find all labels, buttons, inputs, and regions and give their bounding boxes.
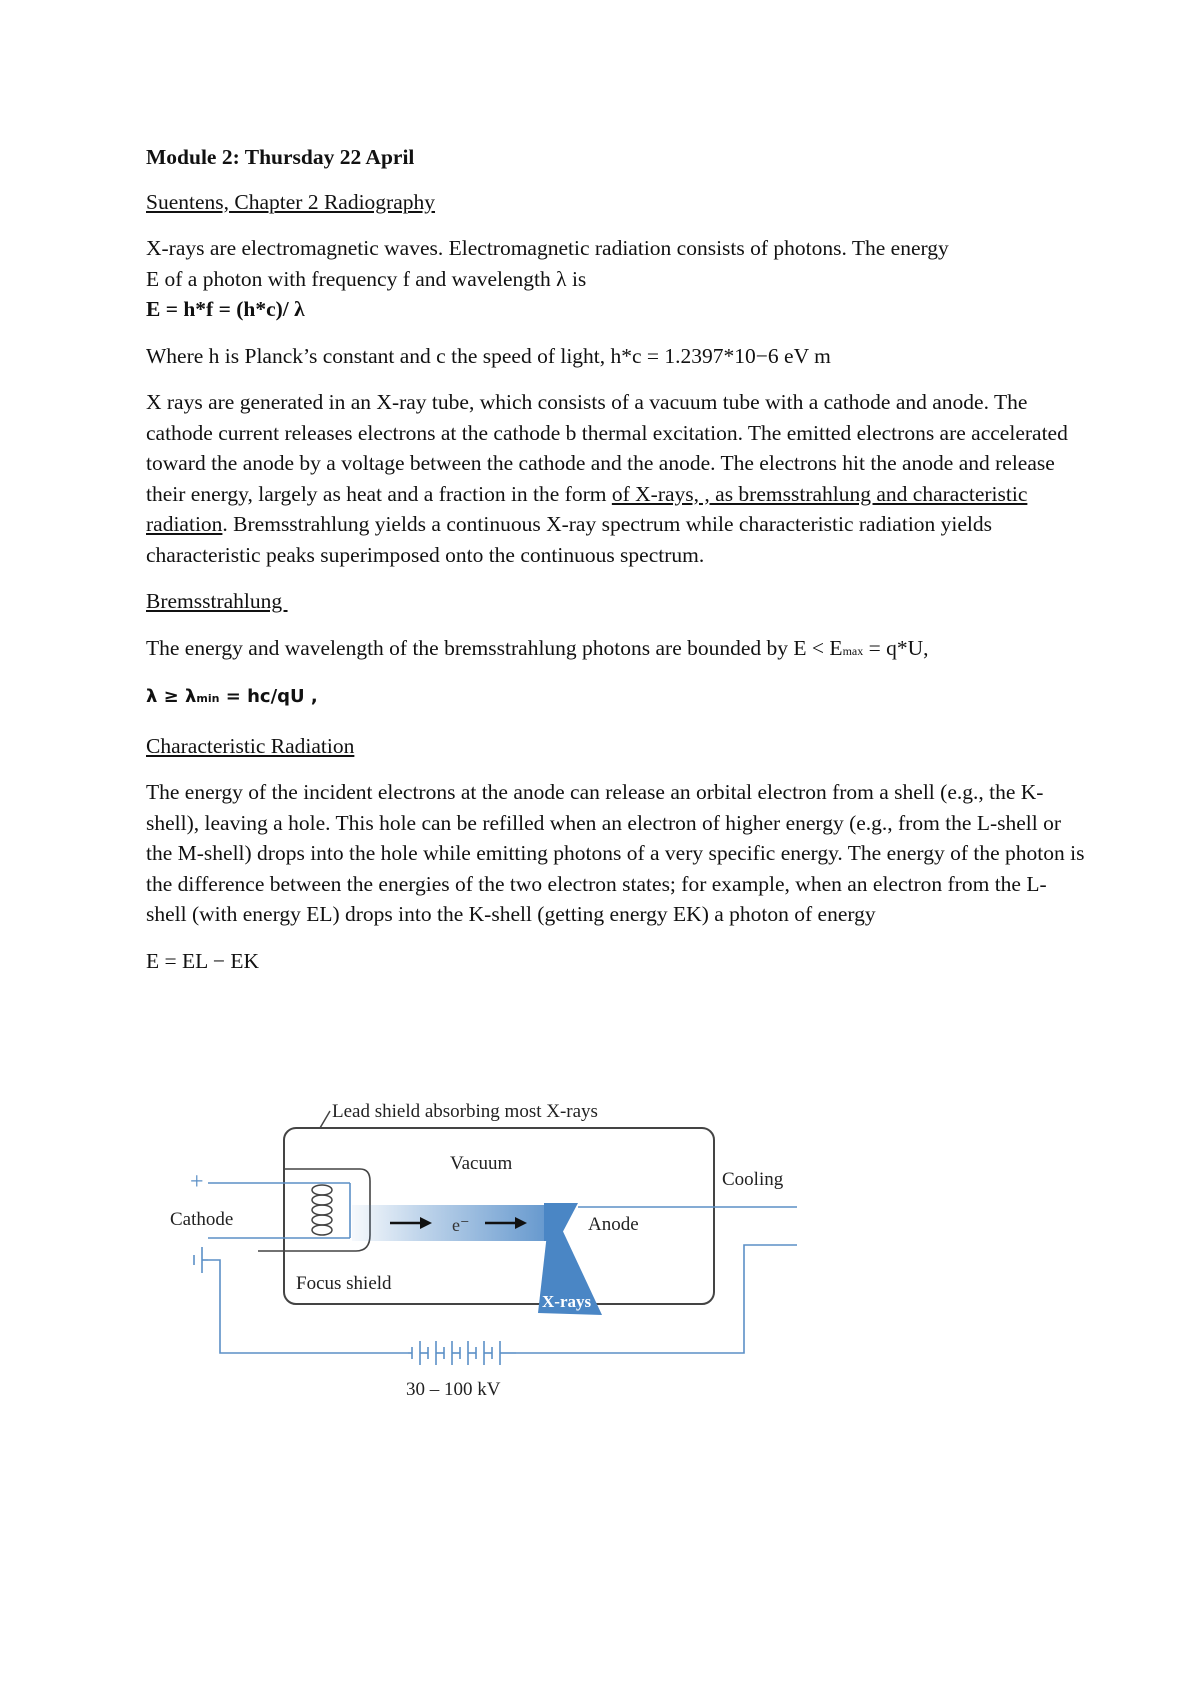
xray-tube-paragraph xyxy=(146,387,1086,570)
circuit-wire xyxy=(208,1245,797,1353)
emax-subscript: max xyxy=(842,643,864,658)
document-body xyxy=(146,142,1086,992)
hv-battery xyxy=(408,1341,516,1365)
intro-line-1: X-rays are electromagnetic waves. Electromagnetic radiation consists of photons. The energy xyxy=(146,236,949,260)
lead-shield-leader xyxy=(320,1111,330,1128)
characteristic-paragraph: The energy of the incident electrons at the anode can release an orbital electron from a shell (e.g., the K-shell), leaving a hole. This hole can be refilled when an electron of higher energy (e.g., from the L-shell or the M-shell) drops into the hole while emitting photons of a very specific energy. The energy of the photon is the difference between the energies of the two electron states; for example, when an electron from the L-shell (with energy EL) drops into the K-shell (getting energy EK) a photon of energy xyxy=(146,780,1085,926)
bremsstrahlung-heading: Bremsstrahlung xyxy=(146,589,288,613)
characteristic-heading: Characteristic Radiation xyxy=(146,733,355,758)
xrays-label: X-rays xyxy=(542,1292,592,1311)
tube-text-underlined: of X-rays, , as bremsstrahlung and characteristic radiation xyxy=(146,481,1028,536)
tube-text-after: . Bremsstrahlung yields a continuous X-ray spectrum while characteristic radiation yields characteristic peaks superimposed onto the continuous spectrum. xyxy=(146,512,993,567)
voltage-label: 30 – 100 kV xyxy=(406,1379,501,1400)
source-reference: Suentens, Chapter 2 Radiography xyxy=(146,189,436,214)
brems-text-end: = q*U, xyxy=(863,635,929,660)
electron-label: e⁻ xyxy=(452,1215,470,1235)
filament-coil xyxy=(312,1185,332,1235)
characteristic-formula: E = EL − EK xyxy=(146,948,260,973)
cathode-label: Cathode xyxy=(170,1209,234,1230)
plus-sign: + xyxy=(190,1169,204,1195)
lambda-main: λ ≥ λ xyxy=(146,686,197,707)
anode-label: Anode xyxy=(588,1214,639,1235)
brems-text: The energy and wavelength of the bremsstrahlung photons are bounded by E < E xyxy=(146,635,843,660)
lead-shield-label: Lead shield absorbing most X-rays xyxy=(332,1101,598,1122)
lambda-subscript: min xyxy=(196,692,220,705)
xray-tube-diagram xyxy=(170,1085,810,1435)
constants-paragraph: Where h is Planck’s constant and c the speed of light, h*c = 1.2397*10−6 eV m xyxy=(146,343,831,368)
vacuum-label: Vacuum xyxy=(450,1153,513,1174)
intro-line-2: E of a photon with frequency f and wavelength λ is xyxy=(146,266,587,291)
lambda-end: = hc/qU , xyxy=(219,686,318,707)
intro-paragraph xyxy=(146,233,1086,325)
page-title: Module 2: Thursday 22 April xyxy=(146,145,415,169)
lambda-bound xyxy=(146,682,1086,715)
bremsstrahlung-paragraph xyxy=(146,633,1086,667)
cathode-battery xyxy=(194,1247,208,1273)
cooling-label: Cooling xyxy=(722,1169,784,1190)
focus-shield-label: Focus shield xyxy=(296,1273,392,1294)
tube-text-before: X rays are generated in an X-ray tube, which consists of a vacuum tube with a cathode and anode. The cathode current releases electrons at the cathode b thermal excitation. The emitted electrons are accelerated toward the anode by a voltage between the cathode and the anode. The electrons hit the anode and release their energy, largely as heat and a fraction in the form xyxy=(146,390,1068,506)
energy-formula: E = h*f = (h*c)/ λ xyxy=(146,297,305,321)
